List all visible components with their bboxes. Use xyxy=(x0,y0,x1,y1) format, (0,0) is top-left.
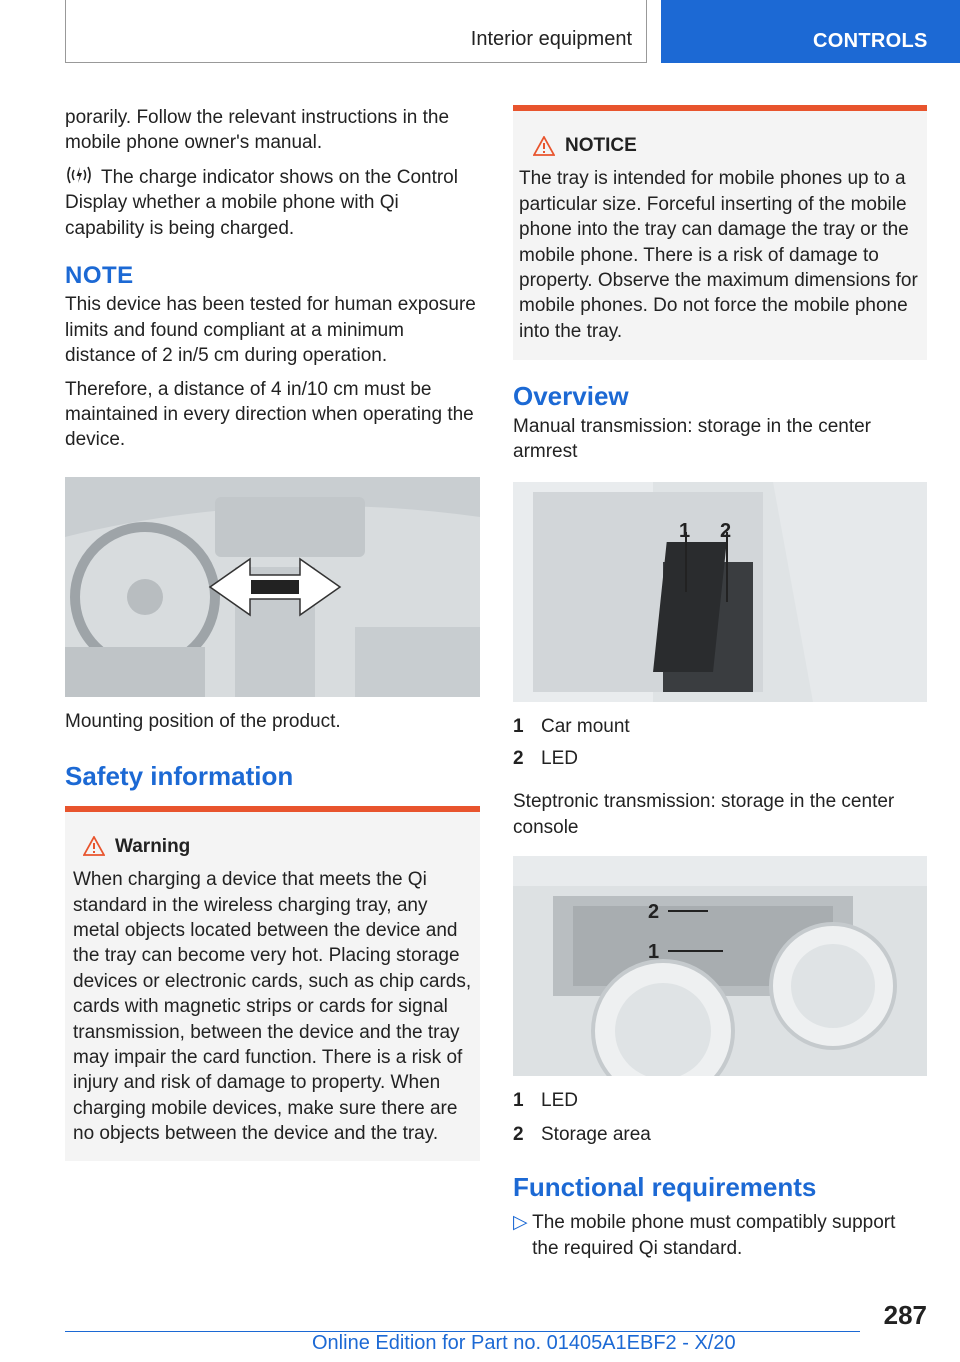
photo1-label-2: 2 xyxy=(720,520,732,543)
note-paragraph-1: This device has been tested for human exposure limits and found compliant at a minimum distance of 2 in/5 cm during operation. xyxy=(65,294,476,367)
legend-label: Storage area xyxy=(541,1123,651,1145)
armrest-illustration xyxy=(513,482,927,702)
requirement-text: The mobile phone must compatibly support the required Qi standard. xyxy=(532,1212,896,1259)
charge-indicator-text: The charge indicator shows on the Control Display whether a mobile phone with Qi capability is being charged. xyxy=(65,166,458,239)
wireless-charge-icon xyxy=(65,164,93,186)
photo2-label-2: 2 xyxy=(648,901,660,924)
legend-label: Car mount xyxy=(541,716,630,738)
warning-box xyxy=(65,806,480,1161)
header-chapter-label: CONTROLS xyxy=(813,30,928,52)
notice-triangle-icon xyxy=(533,136,555,156)
legend-item xyxy=(513,746,927,771)
warning-title: Warning xyxy=(115,835,191,857)
notice-box xyxy=(513,105,927,360)
warning-triangle-icon xyxy=(83,836,105,856)
warning-text: When charging a device that meets the Qi standard in the wireless charging tray, any metal objects located between the device and the tray can become very hot. Placing storage devices or electronic cards, such as chip cards, cards with magnetic strips or cards for signal transmission, between the device and the tray may impair the card function. There is a risk of injury and risk of damage to property. When charging mobile devices, make sure there are no objects between the device and the tray. xyxy=(73,869,472,1145)
legend-item xyxy=(513,714,927,739)
footer-edition: Online Edition for Part no. 01405A1EBF2 - X/20 xyxy=(312,1332,736,1354)
notice-title: NOTICE xyxy=(565,135,637,156)
right-column xyxy=(513,105,927,1261)
legend-label: LED xyxy=(541,747,578,769)
warning-title-row xyxy=(83,834,472,859)
legend-label: LED xyxy=(541,1090,578,1112)
legend-number: 1 xyxy=(513,716,524,738)
legend-2 xyxy=(513,1088,927,1147)
photo-caption: Mounting position of the product. xyxy=(65,710,341,732)
manual-transmission-text: Manual transmission: storage in the center armrest xyxy=(513,415,872,463)
header-chapter-tab xyxy=(661,0,960,63)
page-number: 287 xyxy=(883,1300,927,1330)
left-column xyxy=(65,105,480,1161)
overview-heading: Overview xyxy=(513,381,629,412)
legend-number: 2 xyxy=(513,1123,524,1145)
photo1-label-1: 1 xyxy=(679,520,691,543)
triangle-bullet-icon: ▷ xyxy=(513,1212,528,1234)
notice-title-row xyxy=(533,133,921,158)
legend-number: 1 xyxy=(513,1090,524,1112)
console-storage-photo xyxy=(513,856,927,1076)
photo2-label-1: 1 xyxy=(648,941,660,964)
mounting-position-photo xyxy=(65,477,480,697)
functional-requirements-heading: Functional requirements xyxy=(513,1171,817,1202)
legend-item xyxy=(513,1088,927,1113)
steptronic-text: Steptronic transmission: storage in the center console xyxy=(513,791,895,838)
intro-paragraph: porarily. Follow the relevant instructions in the mobile phone owner's manual. xyxy=(65,107,450,154)
legend-1 xyxy=(513,714,927,771)
console-illustration xyxy=(513,856,927,1076)
requirement-list-item xyxy=(513,1210,927,1261)
note-paragraph-2: Therefore, a distance of 4 in/10 cm must be maintained in every direction when operating the device. xyxy=(65,378,474,451)
header-section-box xyxy=(65,0,647,63)
legend-number: 2 xyxy=(513,747,524,769)
legend-item xyxy=(513,1122,927,1147)
notice-text: The tray is intended for mobile phones up to a particular size. Forceful inserting of the mobile phone into the tray can damage the tray or the mobile phone. There is a risk of damage to property. Observe the maximum dimensions for mobile phones. Do not force the mobile phone into the tray. xyxy=(519,168,918,342)
note-heading: NOTE xyxy=(65,262,134,290)
charge-indicator-paragraph xyxy=(65,164,480,241)
safety-heading: Safety information xyxy=(65,761,294,792)
cockpit-illustration xyxy=(65,477,480,697)
header-section-title: Interior equipment xyxy=(470,28,632,50)
armrest-storage-photo xyxy=(513,482,927,702)
